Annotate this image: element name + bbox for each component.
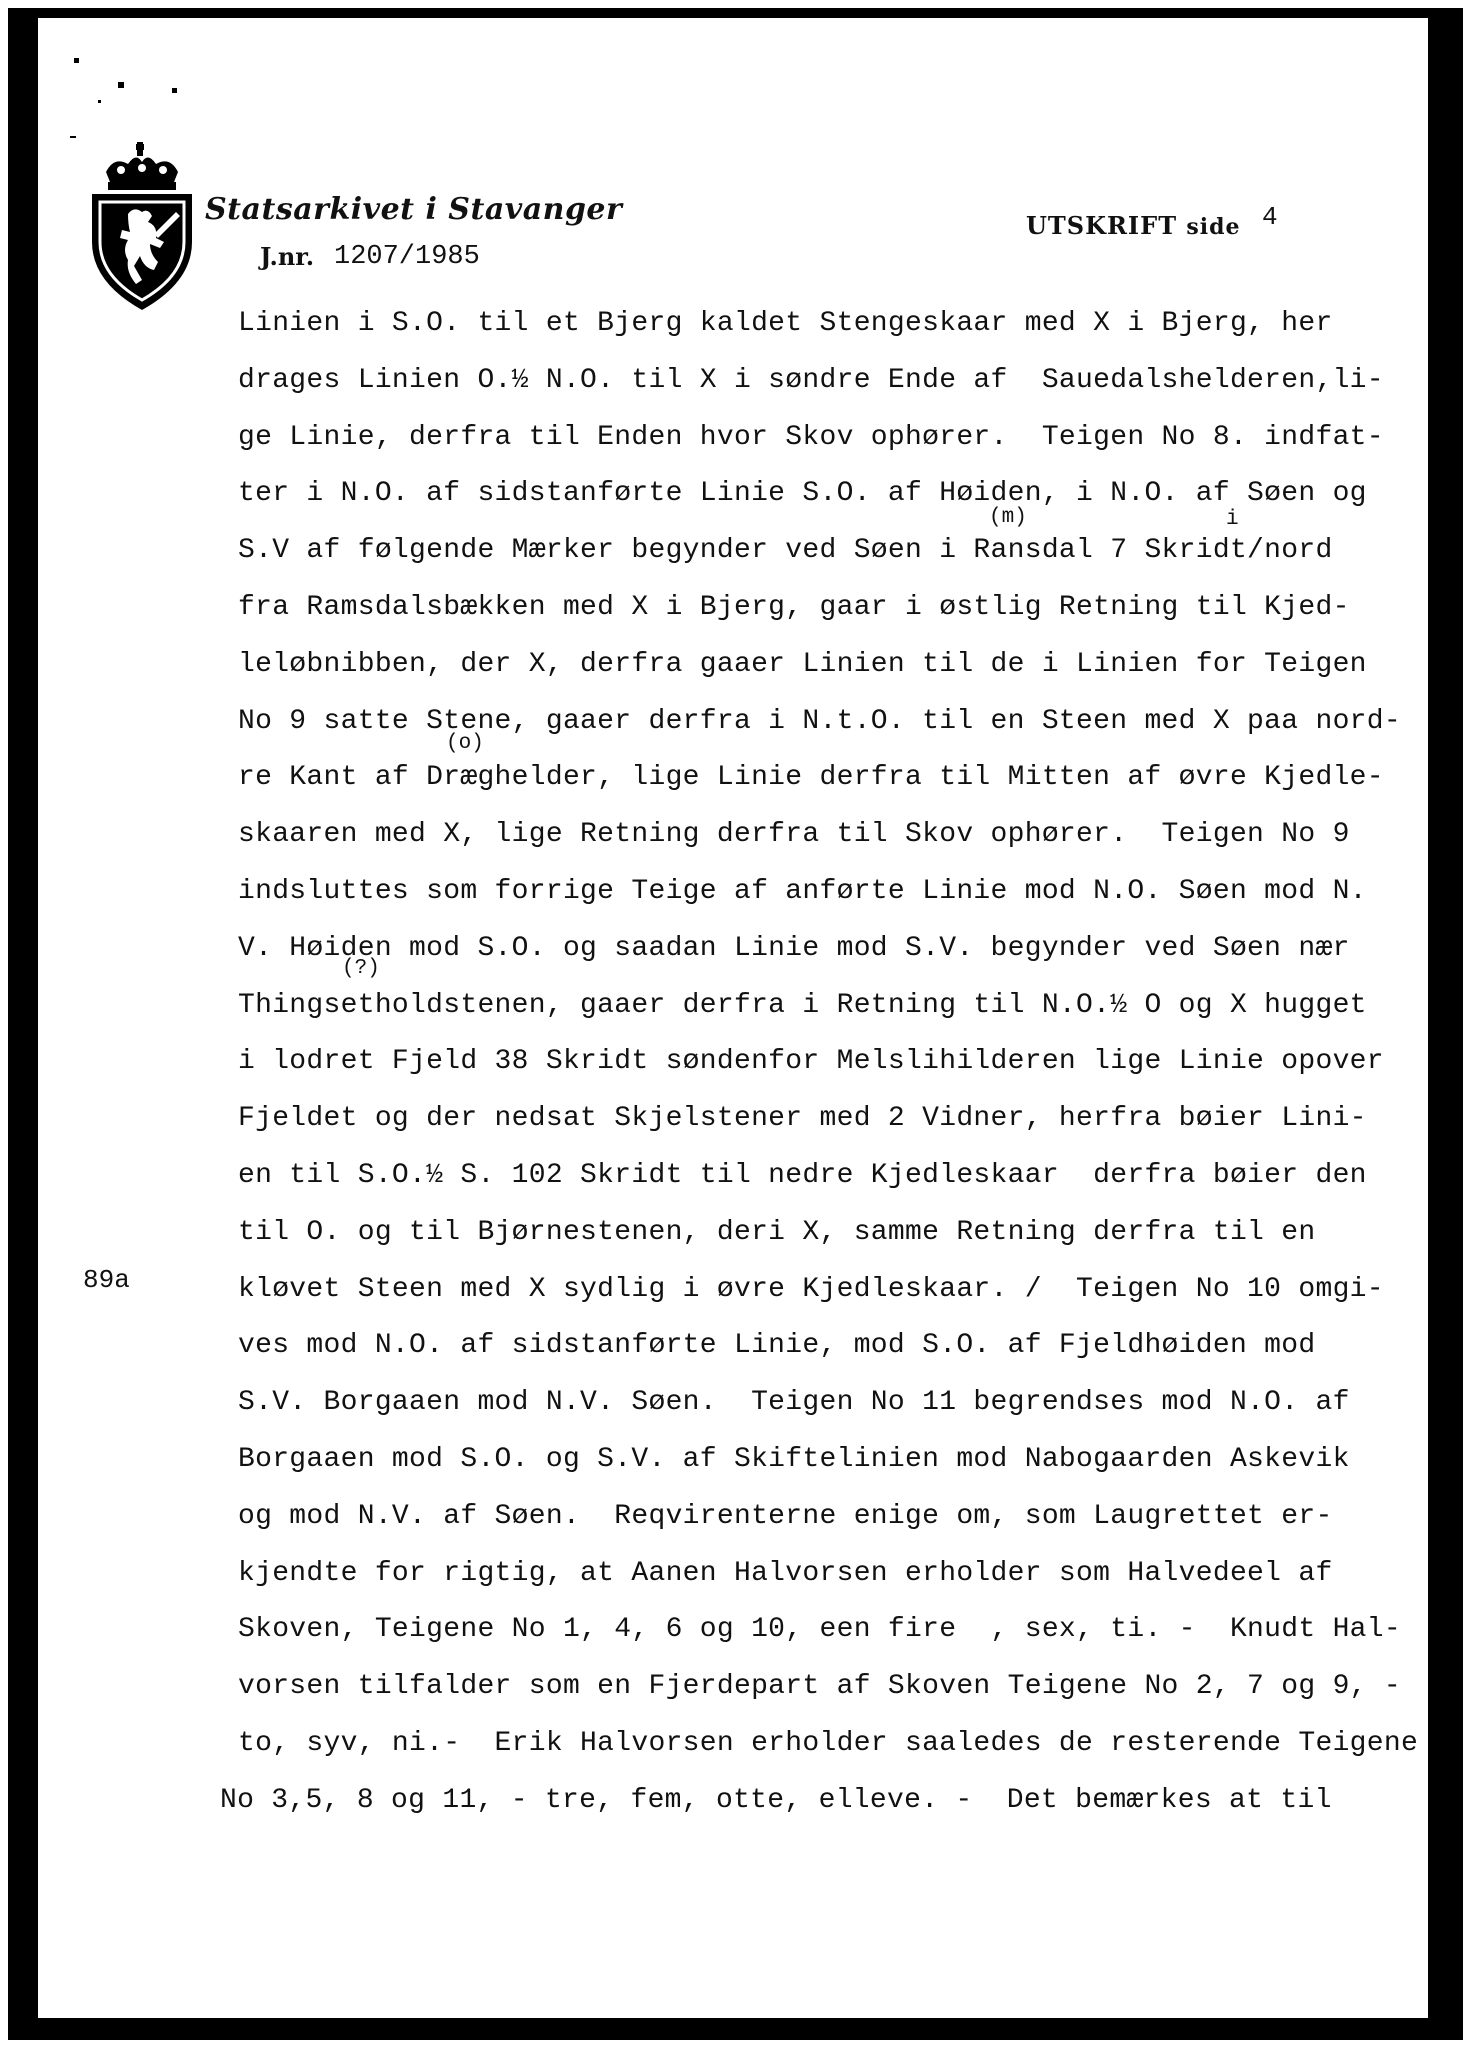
document-body <box>220 296 1419 1830</box>
annotation-i: i <box>1226 508 1239 531</box>
text-line: indsluttes som forrige Teige af anførte Linie mod N.O. Søen mod N. <box>238 875 1367 907</box>
coat-of-arms-icon <box>84 142 200 312</box>
text-line: Thingsetholdstenen, gaaer derfra i Retning til N.O.½ O og X hugget <box>238 989 1367 1021</box>
text-line: drages Linien O.½ N.O. til X i søndre Ende af Sauedalshelderen,li- <box>238 364 1384 396</box>
archive-name: Statsarkivet i Stavanger <box>205 192 623 227</box>
journal-number: 1207/1985 <box>334 242 480 272</box>
transcript-label <box>1026 211 1241 240</box>
text-line: i lodret Fjeld 38 Skridt søndenfor Melslihilderen lige Linie opover <box>238 1046 1384 1078</box>
text-line: fra Ramsdalsbækken med X i Bjerg, gaar i østlig Retning til Kjed- <box>238 591 1350 623</box>
scan-speck <box>98 100 101 103</box>
side-label: side <box>1186 214 1241 240</box>
text-line: en til S.O.½ S. 102 Skridt til nedre Kjedleskaar derfra bøier den <box>238 1159 1367 1191</box>
text-line: kløvet Steen med X sydlig i øvre Kjedleskaar. / Teigen No 10 omgi- <box>238 1273 1384 1305</box>
annotation-question: (?) <box>342 957 380 980</box>
scan-speck <box>74 58 79 63</box>
scan-speck <box>118 82 124 88</box>
text-line: Linien i S.O. til et Bjerg kaldet Stengeskaar med X i Bjerg, her <box>238 308 1333 339</box>
text-line: No 3,5, 8 og 11, - tre, fem, otte, elleve. - Det bemærkes at til <box>220 1784 1332 1816</box>
text-line: ves mod N.O. af sidstanførte Linie, mod S.O. af Fjeldhøiden mod <box>238 1330 1316 1362</box>
text-line: Skoven, Teigene No 1, 4, 6 og 10, een fire , sex, ti. - Knudt Hal- <box>238 1614 1401 1646</box>
text-line: re Kant af Dræghelder, lige Linie derfra til Mitten af øvre Kjedle- <box>238 762 1384 794</box>
text-line: V. Høiden mod S.O. og saadan Linie mod S.V. begynder ved Søen nær <box>238 932 1350 964</box>
text-line: No 9 satte Stene, gaaer derfra i N.t.O. til en Steen med X paa nord- <box>238 705 1401 737</box>
scan-speck <box>70 136 76 138</box>
text-line: skaaren med X, lige Retning derfra til Skov ophører. Teigen No 9 <box>238 819 1350 851</box>
margin-note: 89a <box>83 1265 130 1295</box>
text-line: og mod N.V. af Søen. Reqvirenterne enige om, som Laugrettet er- <box>238 1500 1333 1532</box>
annotation-m: (m) <box>989 506 1027 529</box>
text-line: S.V. Borgaaen mod N.V. Søen. Teigen No 11 begrendses mod N.O. af <box>238 1387 1350 1419</box>
text-line: vorsen tilfalder som en Fjerdepart af Skoven Teigene No 2, 7 og 9, - <box>238 1671 1401 1703</box>
journal-number-label: J.nr. <box>260 242 315 271</box>
utskrift-label: UTSKRIFT <box>1026 211 1178 240</box>
text-line: Borgaaen mod S.O. og S.V. af Skiftelinien mod Nabogaarden Askevik <box>238 1443 1350 1475</box>
page-number: 4 <box>1262 202 1278 232</box>
text-line: Fjeldet og der nedsat Skjelstener med 2 Vidner, herfra bøier Lini- <box>238 1103 1367 1135</box>
text-line: leløbnibben, der X, derfra gaaer Linien til de i Linien for Teigen <box>238 648 1367 680</box>
text-line: S.V af følgende Mærker begynder ved Søen i Ransdal 7 Skridt/nord <box>238 535 1333 567</box>
scan-speck <box>172 88 177 93</box>
text-line: to, syv, ni.- Erik Halvorsen erholder saaledes de resterende Teigene <box>238 1727 1419 1759</box>
text-line: ge Linie, derfra til Enden hvor Skov ophører. Teigen No 8. indfat- <box>238 421 1384 453</box>
text-line: kjendte for rigtig, at Aanen Halvorsen erholder som Halvedeel af <box>238 1557 1333 1589</box>
annotation-o: (o) <box>446 732 484 755</box>
text-line: ter i N.O. af sidstanførte Linie S.O. af Høiden, i N.O. af Søen og <box>238 478 1367 510</box>
text-line: til O. og til Bjørnestenen, deri X, samme Retning derfra til en <box>238 1216 1316 1248</box>
